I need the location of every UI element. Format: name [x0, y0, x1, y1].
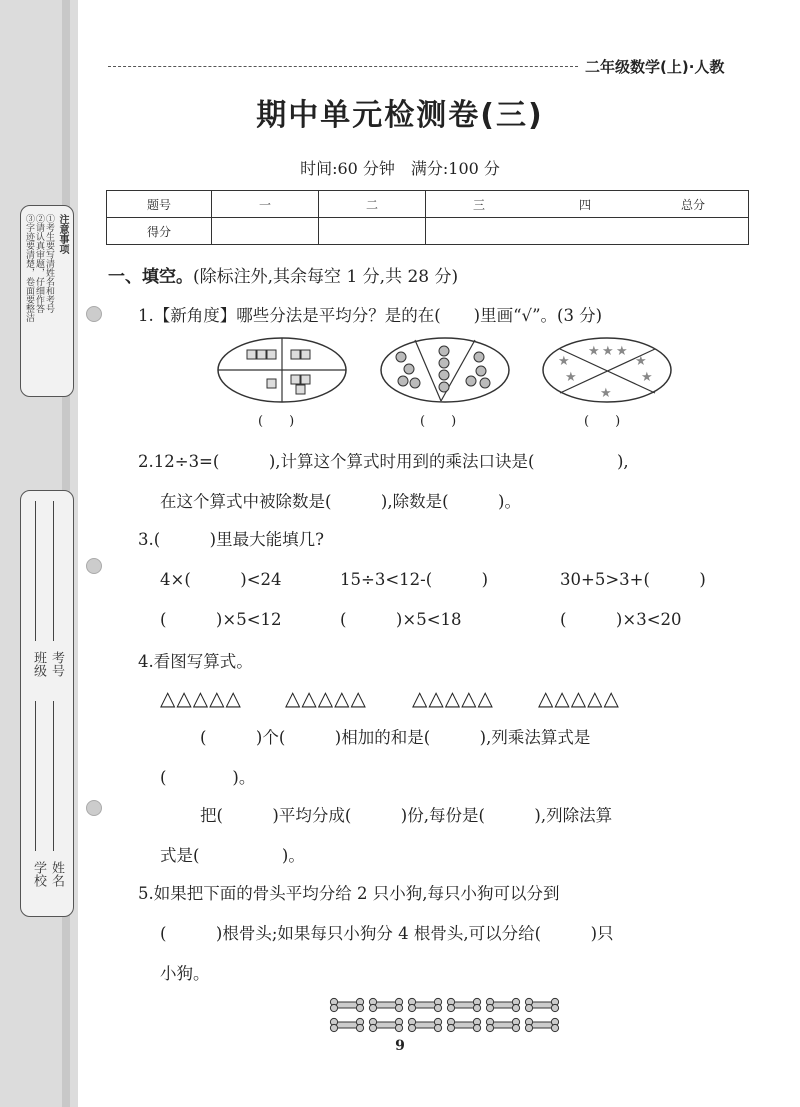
page-title: 期中单元检测卷(三)	[256, 98, 544, 133]
q3-item: ( )×5<18	[340, 610, 462, 629]
question-3-heading: 3.( )里最大能填几?	[138, 530, 324, 549]
svg-text:★: ★	[558, 354, 570, 369]
school-label: 学校	[31, 861, 46, 887]
q1-figures	[215, 335, 675, 407]
question-2-line-2: 在这个算式中被除数是( ),除数是( )。	[160, 492, 521, 511]
q1-answer-blank[interactable]: ( )	[420, 414, 457, 429]
score-cell[interactable]	[426, 218, 533, 245]
bone-icon	[447, 1018, 480, 1031]
student-info-box	[20, 490, 74, 917]
question-5-line-2: ( )根骨头;如果每只小狗分 4 根骨头,可以分给( )只	[160, 924, 614, 943]
row-label-score: 得分	[107, 218, 212, 245]
question-4-line-3: 把( )平均分成( )份,每份是( ),列除法算	[200, 806, 613, 825]
question-4-line-4: 式是( )。	[160, 846, 305, 865]
bones-figure	[326, 994, 566, 1034]
question-1: 1.【新角度】哪些分法是平均分？是的在( )里画“√”。(3 分)	[138, 306, 603, 325]
bone-icon	[369, 998, 402, 1011]
question-4-heading: 4.看图写算式。	[138, 652, 253, 671]
score-cell[interactable]	[532, 218, 638, 245]
question-2-line-1: 2.12÷3=( ),计算这个算式时用到的乘法口诀是( ),	[138, 452, 629, 471]
q3-item: ( )×3<20	[560, 610, 682, 629]
section-note: (除标注外,其余每空 1 分,共 28 分)	[193, 267, 459, 287]
section-heading: 一、填空。	[108, 267, 193, 287]
svg-text:★: ★	[602, 344, 614, 359]
col-total: 总分	[638, 191, 749, 218]
class-line	[35, 501, 36, 641]
triangle-group: △△△△△	[285, 686, 367, 710]
bone-icon	[447, 998, 480, 1011]
col-1: 一	[212, 191, 319, 218]
bone-icon	[408, 998, 441, 1011]
bone-icon	[330, 1018, 363, 1031]
q3-item: 4×( )<24	[160, 570, 282, 589]
school-line	[35, 701, 36, 851]
bone-icon	[330, 998, 363, 1011]
question-5-line-1: 5.如果把下面的骨头平均分给 2 只小狗,每只小狗可以分到	[138, 884, 560, 903]
bone-icon	[486, 998, 519, 1011]
row-label-number: 题号	[107, 191, 212, 218]
q3-item: 15÷3<12-( )	[340, 570, 489, 589]
score-cell[interactable]	[212, 218, 319, 245]
bone-icon	[486, 1018, 519, 1031]
bone-icon	[525, 1018, 558, 1031]
svg-text:★: ★	[635, 354, 647, 369]
bone-icon	[525, 998, 558, 1011]
binding-hole	[86, 558, 102, 574]
name-label: 姓名	[49, 861, 64, 887]
oval-stars	[543, 338, 671, 402]
svg-text:★: ★	[588, 344, 600, 359]
q3-item: 30+5>3+( )	[560, 570, 706, 589]
exam-number-label: 考号	[49, 651, 64, 677]
time-info: 时间:60 分钟 满分:100 分	[300, 159, 500, 178]
score-table	[106, 190, 749, 245]
binding-hole	[86, 800, 102, 816]
bone-icon	[408, 1018, 441, 1031]
notice-line: ②请认真审题，仔细作答	[34, 214, 44, 313]
col-4: 四	[532, 191, 638, 218]
binding-hole	[86, 306, 102, 322]
svg-text:★: ★	[600, 386, 612, 401]
page-number: 9	[395, 1038, 405, 1054]
question-5-line-3: 小狗。	[160, 964, 210, 983]
exam-number-line	[53, 501, 54, 641]
svg-text:★: ★	[641, 370, 653, 385]
triangle-group: △△△△△	[160, 686, 242, 710]
section-1-title	[108, 262, 458, 287]
oval-circles	[381, 338, 509, 402]
q1-answer-blank[interactable]: ( )	[584, 414, 621, 429]
q3-item: ( )×5<12	[160, 610, 282, 629]
subject-label: 二年级数学(上)·人教	[585, 58, 725, 76]
class-label: 班级	[31, 651, 46, 677]
notice-title: 注意事项	[57, 214, 68, 254]
bone-icon	[369, 1018, 402, 1031]
q1-answer-blank[interactable]: ( )	[258, 414, 295, 429]
notice-line: ③字迹要清楚，卷面要整洁	[24, 214, 34, 322]
notice-line: ①考生要写清姓名和考号	[44, 214, 54, 313]
score-cell[interactable]	[638, 218, 749, 245]
svg-text:★: ★	[616, 344, 628, 359]
header-dashed-line	[108, 66, 578, 67]
svg-text:★: ★	[565, 370, 577, 385]
name-line	[53, 701, 54, 851]
col-3: 三	[426, 191, 533, 218]
triangle-group: △△△△△	[412, 686, 494, 710]
triangle-group: △△△△△	[538, 686, 620, 710]
question-4-line-1: ( )个( )相加的和是( ),列乘法算式是	[200, 728, 591, 747]
question-4-line-2: ( )。	[160, 768, 256, 787]
oval-cubes	[218, 338, 346, 402]
col-2: 二	[319, 191, 426, 218]
score-cell[interactable]	[319, 218, 426, 245]
notice-box	[20, 205, 74, 397]
